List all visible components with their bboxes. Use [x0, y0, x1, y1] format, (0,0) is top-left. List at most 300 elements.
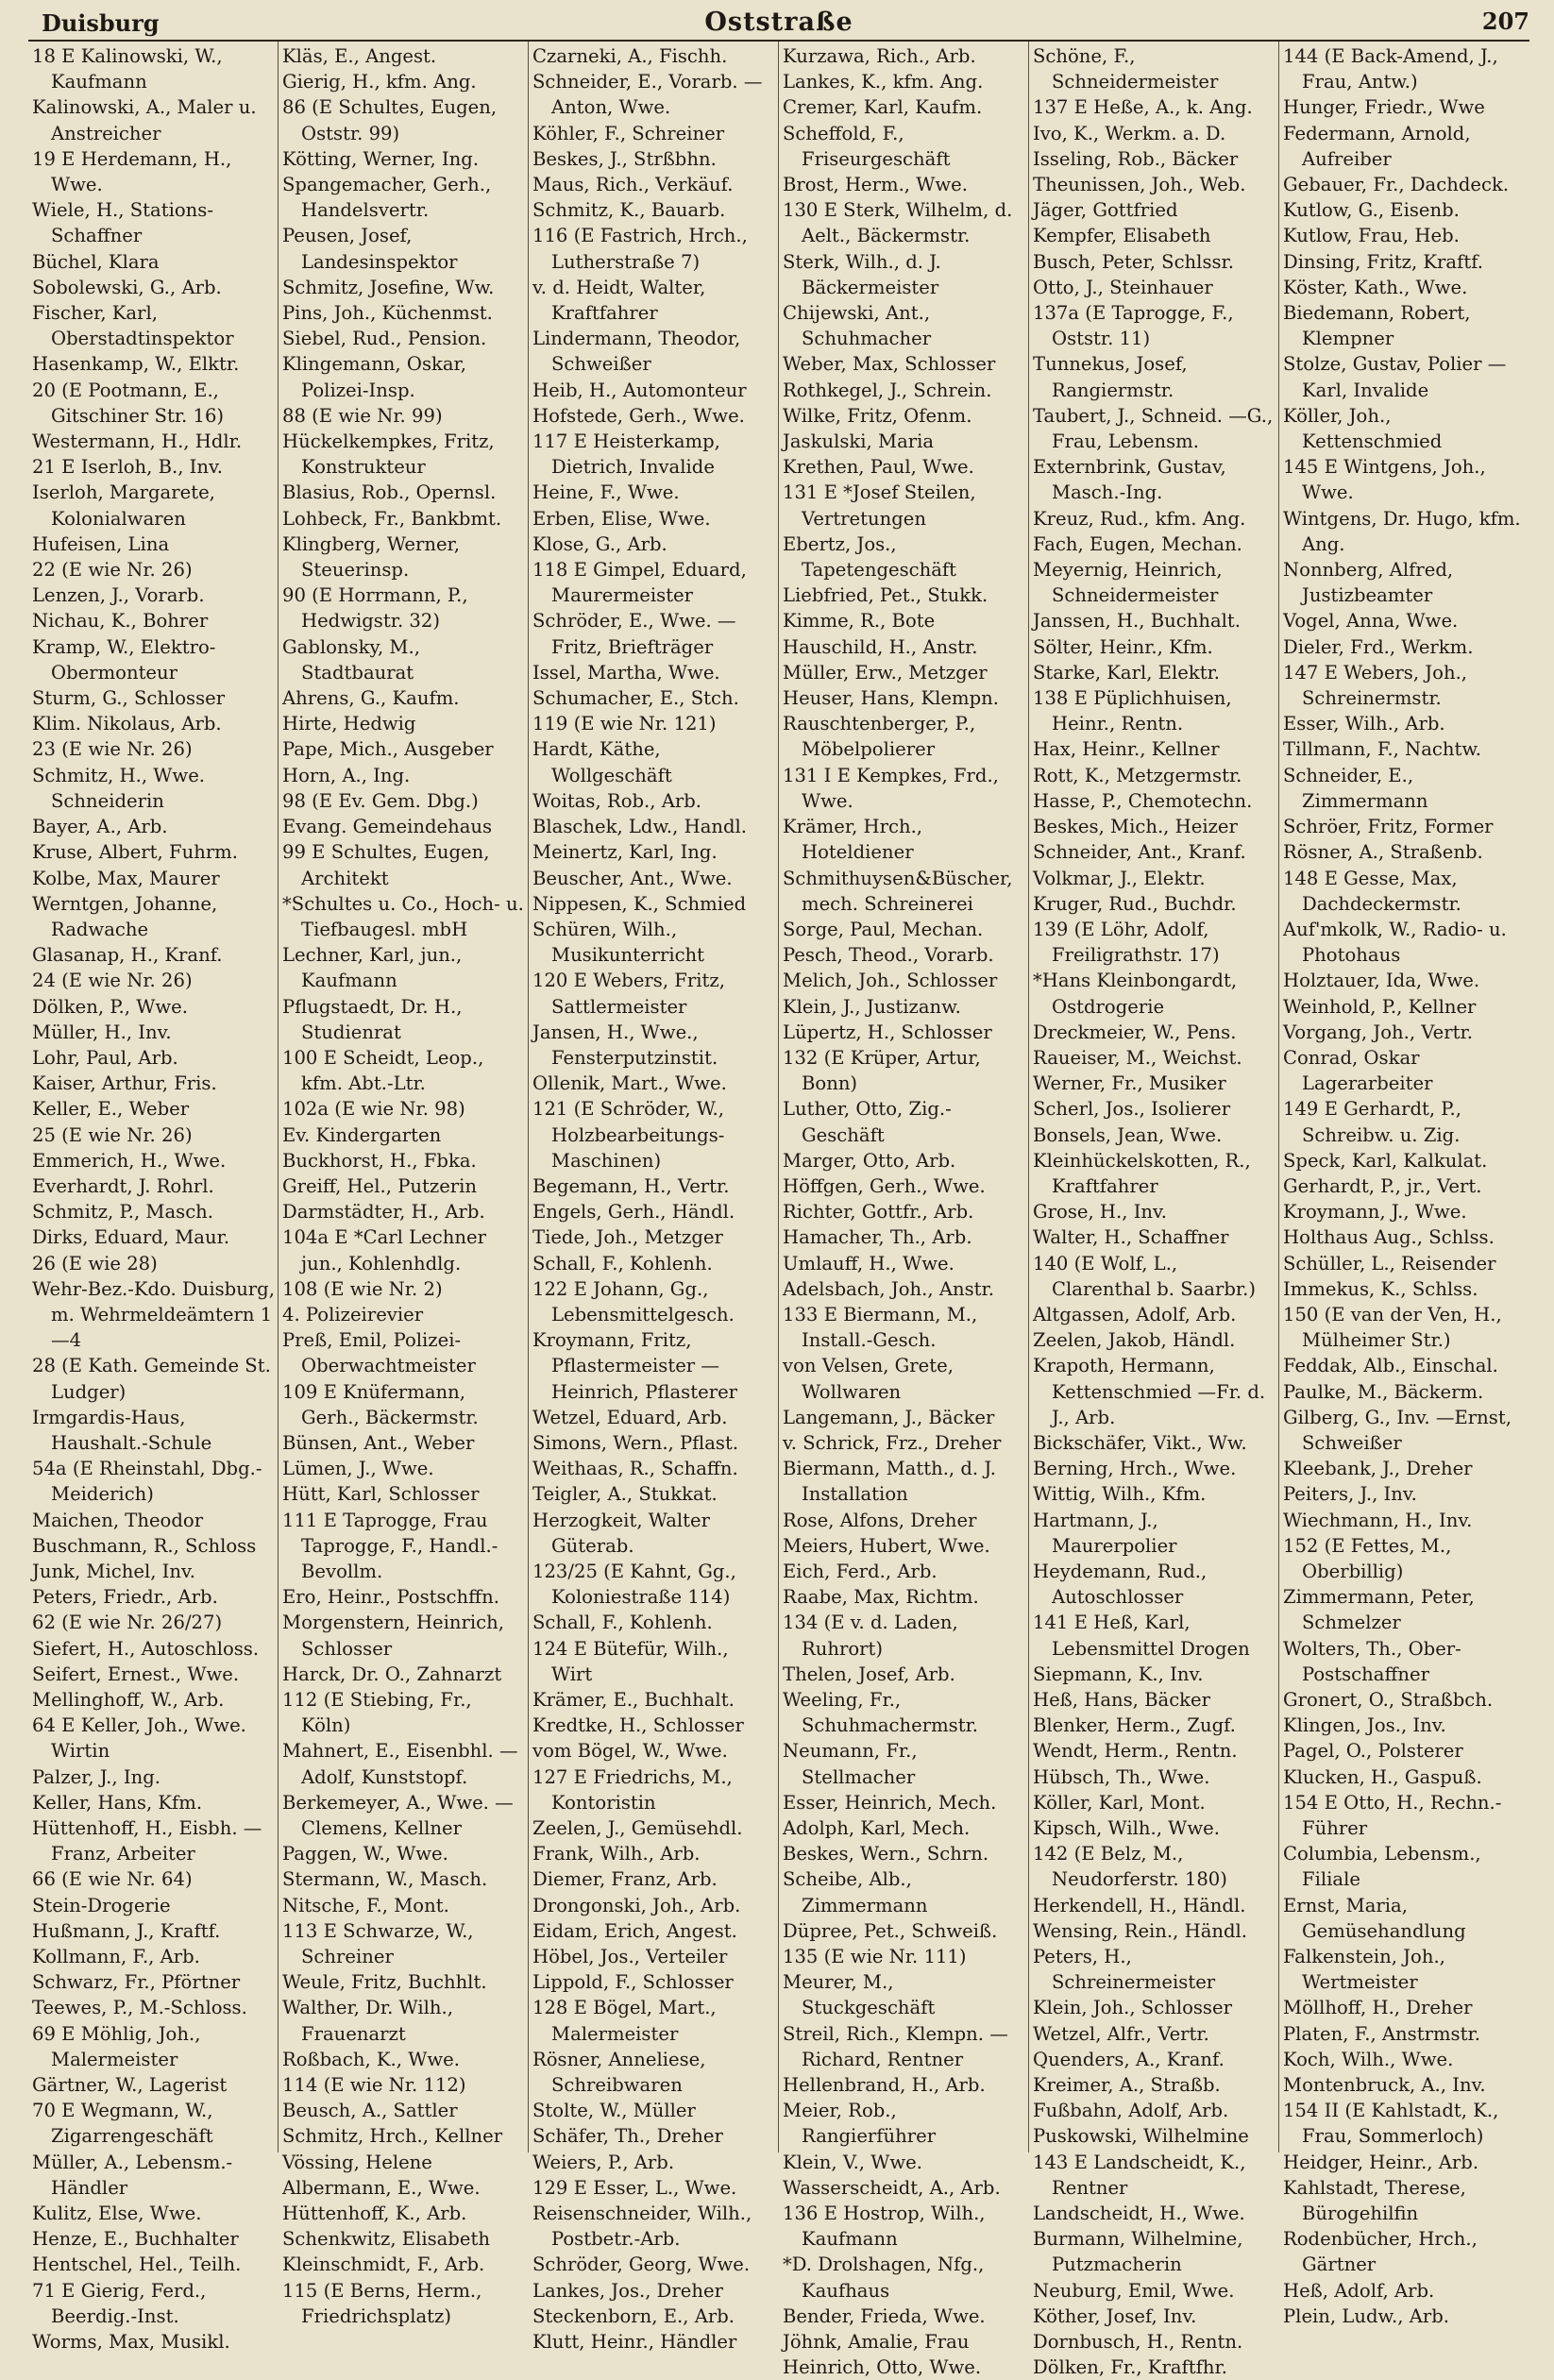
directory-entry: Lankes, K., kfm. Ang.: [783, 71, 984, 93]
directory-entry: Greiff, Hel., Putzerin: [282, 1174, 478, 1197]
directory-entry: Büchel, Klara: [32, 250, 160, 273]
directory-entry: Jansen, H., Wwe., Fensterputzinstit.: [532, 1021, 718, 1069]
directory-entry: Klein, V., Wwe.: [783, 2151, 922, 2173]
directory-entry: Volkmar, J., Elektr.: [1033, 867, 1206, 889]
directory-entry: 154 II (E Kahlstadt, K., Frau, Sommerloch): [1283, 2100, 1499, 2148]
directory-entry: 20 (E Pootmann, E., Gitschiner Str. 16): [32, 379, 225, 427]
directory-entry: Harck, Dr. O., Zahnarzt: [282, 1663, 502, 1685]
directory-entry: Maus, Rich., Verkäuf.: [532, 174, 734, 196]
directory-entry: Preß, Emil, Polizei-Oberwachtmeister: [282, 1329, 476, 1377]
directory-entry: Krämer, E., Buchhalt.: [532, 1689, 735, 1711]
directory-entry: Meier, Rob., Rangierführer: [783, 2100, 937, 2148]
directory-entry: Tiede, Joh., Metzger: [532, 1226, 723, 1249]
directory-entry: 22 (E wie Nr. 26): [32, 559, 193, 582]
directory-entry: Chijewski, Ant., Schuhmacher: [783, 302, 932, 350]
directory-entry: Wittig, Wilh., Kfm.: [1033, 1483, 1207, 1506]
column-4: [779, 42, 1029, 2379]
directory-entry: Kulitz, Else, Wwe.: [32, 2203, 202, 2225]
directory-entry: Schneider, Ant., Kranf.: [1033, 841, 1246, 864]
directory-entry: Neumann, Fr., Stellmacher: [783, 1740, 918, 1788]
directory-entry: 104a E *Carl Lechner jun., Kohlenhdlg.: [282, 1226, 486, 1274]
directory-entry: 64 E Keller, Joh., Wwe. Wirtin: [32, 1714, 246, 1763]
directory-entry: Brost, Herm., Wwe.: [783, 174, 968, 196]
directory-entry: Heydemann, Rud., Autoschlosser: [1033, 1560, 1208, 1609]
directory-entry: 135 (E wie Nr. 111): [783, 1946, 967, 1968]
directory-entry: 143 E Landscheidt, K., Rentner: [1033, 2151, 1246, 2199]
directory-entry: Marger, Otto, Arb.: [783, 1149, 956, 1172]
directory-entry: Klucken, H., Gaspuß.: [1283, 1765, 1482, 1788]
directory-entry: Buschmann, R., Schloss: [32, 1534, 257, 1557]
directory-entry: Schmithuysen&Büscher, mech. Schreinerei: [783, 867, 1013, 915]
directory-entry: Mellinghoff, W., Arb.: [32, 1689, 225, 1711]
directory-entry: Zimmermann, Peter, Schmelzer: [1283, 1586, 1475, 1634]
directory-entry: Hartmann, J., Maurerpolier: [1033, 1509, 1177, 1557]
directory-entry: 130 E Sterk, Wilhelm, d. Aelt., Bäckermstr.: [783, 199, 1013, 247]
directory-entry: Zeelen, J., Gemüsehdl.: [532, 1817, 743, 1840]
directory-entry: Heuser, Hans, Klempn.: [783, 687, 999, 710]
directory-entry: Lechner, Karl, jun., Kaufmann: [282, 944, 463, 992]
directory-entry: Sobolewski, G., Arb.: [32, 276, 222, 298]
directory-entry: Nonnberg, Alfred, Justizbeamter: [1283, 559, 1454, 607]
directory-entry: Maichen, Theodor: [32, 1509, 204, 1531]
directory-entry: 88 (E wie Nr. 99): [282, 404, 443, 427]
directory-entry: Hütt, Karl, Schlosser: [282, 1483, 480, 1506]
directory-entry: Scheibe, Alb., Zimmermann: [783, 1868, 928, 1916]
directory-entry: Teigler, A., Stukkat.: [532, 1483, 718, 1506]
directory-entry: Zeelen, Jakob, Händl.: [1033, 1329, 1236, 1352]
directory-entry: Klingberg, Werner, Steuerinsp.: [282, 532, 460, 582]
page-number: 207: [1481, 8, 1529, 35]
directory-entry: Lohr, Paul, Arb.: [32, 1046, 178, 1069]
directory-entry: Federmann, Arnold, Aufreiber: [1283, 122, 1471, 170]
directory-entry: Schüren, Wilh., Musikunterricht: [532, 918, 705, 967]
directory-entry: Stolze, Gustav, Polier —Karl, Invalide: [1283, 353, 1507, 401]
directory-entry: Kruger, Rud., Buchdr.: [1033, 892, 1237, 915]
directory-entry: 62 (E wie Nr. 26/27): [32, 1612, 223, 1634]
directory-entry: Meyernig, Heinrich, Schneidermeister: [1033, 559, 1223, 607]
directory-entry: Hasse, P., Chemotechn.: [1033, 789, 1253, 812]
directory-entry: Liebfried, Pet., Stukk.: [783, 584, 988, 607]
directory-entry: 129 E Esser, L., Wwe.: [532, 2176, 737, 2199]
directory-entry: 134 (E v. d. Laden, Ruhrort): [783, 1612, 958, 1660]
directory-entry: Schüller, L., Reisender: [1283, 1252, 1496, 1274]
directory-entry: *D. Drolshagen, Nfg., Kaufhaus: [783, 2253, 985, 2302]
directory-entry: Schneider, E., Vorarb. —Anton, Wwe.: [532, 71, 763, 119]
directory-entry: Schröer, Fritz, Former: [1283, 816, 1494, 838]
directory-entry: 144 (E Back-Amend, J., Frau, Antw.): [1283, 45, 1498, 93]
directory-entry: Wetzel, Alfr., Vertr.: [1033, 2022, 1209, 2045]
directory-entry: Köster, Kath., Wwe.: [1283, 276, 1468, 298]
directory-entry: Bickschäfer, Vikt., Ww.: [1033, 1431, 1247, 1454]
directory-entry: 138 E Püplichhuisen, Heinr., Rentn.: [1033, 687, 1232, 735]
directory-entry: Neuburg, Emil, Wwe.: [1033, 2279, 1235, 2302]
directory-entry: Otto, J., Steinhauer: [1033, 276, 1213, 298]
directory-entry: 150 (E van der Ven, H., Mülheimer Str.): [1283, 1303, 1502, 1352]
directory-entry: Hüttenhoff, K., Arb.: [282, 2203, 467, 2225]
directory-entry: 120 E Webers, Fritz, Sattlermeister: [532, 970, 725, 1018]
directory-entry: Esser, Wilh., Arb.: [1283, 713, 1445, 735]
directory-entry: Tunnekus, Josef, Rangiermstr.: [1033, 353, 1188, 401]
directory-entry: 140 (E Wolf, L., Clarenthal b. Saarbr.): [1033, 1252, 1256, 1300]
directory-entry: Grose, H., Inv.: [1033, 1201, 1168, 1224]
directory-entry: Beskes, J., Strßbhn.: [532, 147, 717, 170]
directory-entry: Kahlstadt, Therese, Bürogehilfin: [1283, 2176, 1466, 2225]
directory-entry: Immekus, K., Schlss.: [1283, 1277, 1478, 1300]
directory-entry: Bayer, A., Arb.: [32, 816, 168, 838]
directory-entry: Auf'mkolk, W., Radio- u. Photohaus: [1283, 918, 1507, 967]
directory-entry: Nitsche, F., Mont.: [282, 1894, 449, 1916]
directory-entry: Langemann, J., Bäcker: [783, 1406, 995, 1428]
directory-entry: Peters, H., Schreinermeister: [1033, 1946, 1216, 1994]
directory-entry: Adolph, Karl, Mech.: [783, 1817, 971, 1840]
directory-entry: Schröder, E., Wwe. —Fritz, Briefträger: [532, 610, 736, 658]
directory-entry: Schröder, Georg, Wwe.: [532, 2253, 751, 2276]
directory-entry: Albermann, E., Wwe.: [282, 2176, 481, 2199]
directory-entry: Gilberg, G., Inv. —Ernst, Schweißer: [1283, 1406, 1512, 1454]
directory-entry: Hamacher, Th., Arb.: [783, 1226, 972, 1249]
directory-entry: Stermann, W., Masch.: [282, 1868, 488, 1891]
directory-entry: 137 E Heße, A., k. Ang.: [1033, 96, 1253, 119]
directory-entry: Columbia, Lebensm., Filiale: [1283, 1843, 1481, 1891]
directory-entry: Hübsch, Th., Wwe.: [1033, 1765, 1210, 1788]
directory-entry: Köther, Josef, Inv.: [1033, 2304, 1197, 2327]
directory-entry: Möllhoff, H., Dreher: [1283, 1997, 1473, 2019]
directory-entry: Peusen, Josef, Landesinspektor: [282, 225, 458, 273]
directory-entry: 154 E Otto, H., Rechn.-Führer: [1283, 1791, 1502, 1840]
directory-entry: 54a (E Rheinstahl, Dbg.-Meiderich): [32, 1458, 262, 1506]
directory-entry: Jöhnk, Amalie, Frau: [783, 2331, 970, 2354]
directory-entry: Hentschel, Hel., Teilh.: [32, 2253, 242, 2276]
directory-entry: Raueiser, M., Weichst.: [1033, 1046, 1242, 1069]
directory-entry: Schmitz, H., Wwe. Schneiderin: [32, 764, 206, 812]
directory-entry: Sorge, Paul, Mechan.: [783, 918, 984, 940]
directory-entry: Heß, Hans, Bäcker: [1033, 1689, 1211, 1711]
directory-entry: Klose, G., Arb.: [532, 532, 667, 555]
directory-entry: Pape, Mich., Ausgeber: [282, 738, 494, 761]
directory-entry: 119 (E wie Nr. 121): [532, 713, 717, 735]
directory-entry: 127 E Friedrichs, M., Kontoristin: [532, 1765, 733, 1814]
directory-entry: Gronert, O., Straßbch.: [1283, 1689, 1494, 1711]
directory-entry: Wintgens, Dr. Hugo, kfm. Ang.: [1283, 507, 1521, 555]
directory-entry: Klein, J., Justizanw.: [783, 995, 961, 1018]
directory-entry: Roßbach, K., Wwe.: [282, 2048, 460, 2070]
directory-entry: Jaskulski, Maria: [783, 430, 935, 453]
directory-entry: Höffgen, Gerh., Wwe.: [783, 1174, 986, 1197]
directory-entry: Morgenstern, Heinrich, Schlosser: [282, 1612, 504, 1660]
directory-entry: 131 I E Kempkes, Frd., Wwe.: [783, 764, 999, 812]
directory-entry: 128 E Bögel, Mart., Malermeister: [532, 1997, 717, 2045]
directory-entry: Rösner, A., Straßenb.: [1283, 841, 1483, 864]
directory-entry: Krapoth, Hermann, Kettenschmied —Fr. d. J., Arb.: [1033, 1355, 1266, 1428]
directory-entry: Ebertz, Jos., Tapetengeschäft: [783, 532, 957, 582]
directory-entry: Kleinhückelskotten, R., Kraftfahrer: [1033, 1149, 1251, 1197]
directory-entry: 117 E Heisterkamp, Dietrich, Invalide: [532, 430, 720, 479]
directory-entry: vom Bögel, W., Wwe.: [532, 1740, 728, 1763]
directory-entry: v. Schrick, Frz., Dreher: [783, 1431, 1002, 1454]
directory-entry: Rott, K., Metzgermstr.: [1033, 764, 1242, 786]
directory-entry: Dölken, P., Wwe.: [32, 995, 188, 1018]
directory-entry: Reisenschneider, Wilh., Postbetr.-Arb.: [532, 2203, 752, 2251]
directory-entry: Krethen, Paul, Wwe.: [783, 456, 974, 479]
directory-entry: Lohbeck, Fr., Bankbmt.: [282, 507, 502, 530]
directory-entry: Siefert, H., Autoschloss.: [32, 1637, 260, 1660]
directory-entry: Bünsen, Ant., Weber: [282, 1431, 475, 1454]
directory-entry: Beusch, A., Sattler: [282, 2100, 458, 2122]
directory-entry: Externbrink, Gustav, Masch.-Ing.: [1033, 456, 1226, 504]
directory-entry: Hufeisen, Lina: [32, 532, 170, 555]
directory-entry: Schall, F., Kohlenh.: [532, 1252, 713, 1274]
directory-entry: Falkenstein, Joh., Wertmeister: [1283, 1946, 1445, 1994]
directory-entry: 136 E Hostrop, Wilh., Kaufmann: [783, 2203, 986, 2251]
directory-entry: Tillmann, F., Nachtw.: [1283, 738, 1482, 761]
directory-entry: Kläs, E., Angest.: [282, 45, 437, 67]
directory-entry: Biedemann, Robert, Klempner: [1283, 302, 1471, 350]
directory-entry: Kutlow, G., Eisenb.: [1283, 199, 1460, 222]
directory-entry: 149 E Gerhardt, P., Schreibw. u. Zig.: [1283, 1098, 1461, 1146]
directory-entry: Gebauer, Fr., Dachdeck.: [1283, 174, 1510, 196]
directory-entry: Hellenbrand, H., Arb.: [783, 2074, 986, 2097]
directory-entry: Peiters, J., Inv.: [1283, 1483, 1417, 1506]
directory-entry: Meiers, Hubert, Wwe.: [783, 1534, 990, 1557]
directory-entry: Kleebank, J., Dreher: [1283, 1458, 1473, 1480]
directory-entry: 102a (E wie Nr. 98): [282, 1098, 465, 1121]
directory-entry: Blenker, Herm., Zugf.: [1033, 1714, 1236, 1737]
directory-entry: Nippesen, K., Schmied: [532, 892, 747, 915]
directory-entry: Eidam, Erich, Angest.: [532, 1919, 737, 1942]
directory-entry: Holthaus Aug., Schlss.: [1283, 1226, 1495, 1249]
city-name: Duisburg: [42, 9, 160, 37]
street-title: Oststraße: [704, 8, 853, 37]
directory-entry: Siebel, Rud., Pension.: [282, 328, 487, 350]
directory-entry: Kalinowski, A., Maler u. Anstreicher: [32, 96, 257, 144]
directory-entry: Schumacher, E., Stch.: [532, 687, 739, 710]
directory-entry: Eich, Ferd., Arb.: [783, 1560, 937, 1582]
directory-entry: Rauschtenberger, P., Möbelpolierer: [783, 713, 976, 761]
directory-entry: Kroymann, J., Wwe.: [1283, 1201, 1467, 1224]
directory-entry: Klingemann, Oskar, Polizei-Insp.: [282, 353, 466, 401]
directory-entry: 21 E Iserloh, B., Inv.: [32, 456, 224, 479]
directory-entry: 24 (E wie Nr. 26): [32, 970, 193, 992]
directory-entry: Kreimer, A., Straßb.: [1033, 2074, 1221, 2097]
column-3: [529, 42, 779, 2354]
directory-entry: Janssen, H., Buchhalt.: [1033, 610, 1241, 633]
directory-entry: Heß, Adolf, Arb.: [1283, 2279, 1435, 2302]
directory-entry: Glasanap, H., Kranf.: [32, 944, 223, 967]
directory-entry: 141 E Heß, Karl, Lebensmittel Drogen: [1033, 1612, 1250, 1660]
directory-entry: 121 (E Schröder, W., Holzbearbeitungs-Maschinen): [532, 1098, 725, 1172]
directory-entry: 112 (E Stiebing, Fr., Köln): [282, 1689, 472, 1737]
directory-entry: Lüpertz, H., Schlosser: [783, 1021, 992, 1043]
directory-entry: Melich, Joh., Schlosser: [783, 970, 998, 992]
directory-entry: Köller, Joh., Kettenschmied: [1283, 404, 1443, 453]
directory-entry: Schöne, F., Schneidermeister: [1033, 45, 1219, 93]
directory-entry: Gerhardt, P., jr., Vert.: [1283, 1174, 1482, 1197]
directory-entry: Stolte, W., Müller: [532, 2100, 696, 2122]
directory-entry: Vorgang, Joh., Vertr.: [1283, 1021, 1473, 1043]
directory-entry: 142 (E Belz, M., Neudorferstr. 180): [1033, 1843, 1227, 1891]
directory-entry: *Schultes u. Co., Hoch- u. Tiefbaugesl. mbH: [282, 892, 524, 940]
directory-entry: Schneider, E., Zimmermann: [1283, 764, 1428, 812]
directory-entry: Teewes, P., M.-Schloss.: [32, 1997, 247, 2019]
directory-entry: Weiers, P., Arb.: [532, 2151, 675, 2173]
directory-entry: Beskes, Wern., Schrn.: [783, 1843, 989, 1865]
directory-entry: Platen, F., Anstrmstr.: [1283, 2022, 1480, 2045]
directory-entry: Bonsels, Jean, Wwe.: [1033, 1123, 1223, 1146]
directory-entry: Puskowski, Wilhelmine: [1033, 2125, 1249, 2148]
directory-entry: Rose, Alfons, Dreher: [783, 1509, 977, 1531]
directory-entry: Rösner, Anneliese, Schreibwaren: [532, 2048, 706, 2097]
directory-entry: Speck, Karl, Kalkulat.: [1283, 1149, 1488, 1172]
directory-entry: Starke, Karl, Elektr.: [1033, 661, 1221, 684]
directory-entry: Klutt, Heinr., Händler: [532, 2331, 737, 2354]
directory-entry: Ollenik, Mart., Wwe.: [532, 1072, 727, 1095]
directory-entry: Frank, Wilh., Arb.: [532, 1843, 701, 1865]
directory-entry: Diemer, Franz, Arb.: [532, 1868, 718, 1891]
directory-entry: Kötting, Werner, Ing.: [282, 147, 480, 170]
directory-entry: 124 E Bütefür, Wilh., Wirt: [532, 1637, 729, 1685]
directory-entry: Schäfer, Th., Dreher: [532, 2125, 723, 2148]
directory-entry: Raabe, Max, Richtm.: [783, 1586, 979, 1609]
directory-entry: Herkendell, H., Händl.: [1033, 1894, 1246, 1916]
directory-entry: Weeling, Fr., Schuhmachermstr.: [783, 1689, 979, 1737]
directory-entry: Kurzawa, Rich., Arb.: [783, 45, 976, 67]
directory-entry: Müller, Erw., Metzger: [783, 661, 988, 684]
directory-entry: Schwarz, Fr., Pförtner: [32, 1971, 241, 1994]
directory-entry: Walther, Dr. Wilh., Frauenarzt: [282, 1997, 453, 2045]
directory-entry: Heine, F., Wwe.: [532, 481, 680, 504]
directory-columns: [28, 42, 1529, 2379]
directory-entry: Rodenbücher, Hrch., Gärtner: [1283, 2228, 1478, 2276]
directory-entry: 90 (E Horrmann, P., Hedwigstr. 32): [282, 584, 468, 633]
directory-entry: Hauschild, H., Anstr.: [783, 635, 978, 658]
directory-entry: Seifert, Ernest., Wwe.: [32, 1663, 240, 1685]
directory-entry: Ahrens, G., Kaufm.: [282, 687, 460, 710]
directory-entry: Kredtke, H., Schlosser: [532, 1714, 744, 1737]
directory-entry: Hunger, Friedr., Wwe: [1283, 96, 1485, 119]
directory-entry: 26 (E wie 28): [32, 1252, 158, 1274]
directory-entry: Dirks, Eduard, Maur.: [32, 1226, 230, 1249]
directory-entry: Quenders, A., Kranf.: [1033, 2048, 1225, 2070]
directory-entry: Kreuz, Rud., kfm. Ang.: [1033, 507, 1246, 530]
directory-entry: Palzer, J., Ing.: [32, 1765, 160, 1788]
directory-entry: Worms, Max, Musikl.: [32, 2331, 230, 2354]
directory-entry: Klein, Joh., Schlosser: [1033, 1997, 1232, 2019]
directory-entry: Isseling, Rob., Bäcker: [1033, 147, 1239, 170]
directory-entry: Heidger, Heinr., Arb.: [1283, 2151, 1479, 2173]
directory-entry: Wehr-Bez.-Kdo. Duisburg, m. Wehrmeldeämtern 1—4: [32, 1277, 275, 1352]
directory-entry: Wilke, Fritz, Ofenm.: [783, 404, 972, 427]
directory-entry: Paggen, W., Wwe.: [282, 1843, 448, 1865]
directory-entry: Streil, Rich., Klempn. —Richard, Rentner: [783, 2022, 1008, 2070]
directory-entry: 66 (E wie Nr. 64): [32, 1868, 193, 1891]
directory-entry: Conrad, Oskar Lagerarbeiter: [1283, 1046, 1433, 1095]
directory-entry: Kimme, R., Bote: [783, 610, 936, 633]
directory-entry: Begemann, H., Vertr.: [532, 1174, 730, 1197]
directory-entry: Kollmann, F., Arb.: [32, 1946, 200, 1968]
directory-entry: Nichau, K., Bohrer: [32, 610, 209, 633]
directory-entry: *Hans Kleinbongardt, Ostdrogerie: [1033, 970, 1238, 1018]
directory-entry: Weule, Fritz, Buchhlt.: [282, 1971, 487, 1994]
directory-entry: Schall, F., Kohlenh.: [532, 1612, 713, 1634]
directory-entry: Kleinschmidt, F., Arb.: [282, 2253, 485, 2276]
directory-entry: Beskes, Mich., Heizer: [1033, 816, 1238, 838]
directory-entry: Lankes, Jos., Dreher: [532, 2279, 723, 2302]
directory-entry: Luther, Otto, Zig.-Geschäft: [783, 1098, 952, 1146]
directory-entry: Weinhold, P., Kellner: [1283, 995, 1477, 1018]
directory-entry: Evang. Gemeindehaus: [282, 816, 493, 838]
directory-entry: 115 (E Berns, Herm., Friedrichsplatz): [282, 2279, 482, 2327]
directory-entry: 152 (E Fettes, M., Oberbillig): [1283, 1534, 1452, 1582]
column-2: [279, 42, 529, 2327]
directory-entry: Hofstede, Gerh., Wwe.: [532, 404, 745, 427]
directory-entry: Kruse, Albert, Fuhrm.: [32, 841, 238, 864]
directory-entry: Landscheidt, H., Wwe.: [1033, 2203, 1245, 2225]
directory-entry: Lenzen, J., Vorarb.: [32, 584, 205, 607]
directory-entry: Klim. Nikolaus, Arb.: [32, 713, 222, 735]
directory-entry: Berkemeyer, A., Wwe. —Clemens, Kellner: [282, 1791, 514, 1840]
directory-entry: Lippold, F., Schlosser: [532, 1971, 734, 1994]
directory-entry: Ero, Heinr., Postschffn.: [282, 1586, 499, 1609]
directory-entry: Köhler, F., Schreiner: [532, 122, 725, 144]
directory-entry: 116 (E Fastrich, Hrch., Lutherstraße 7): [532, 225, 748, 273]
directory-entry: Wetzel, Eduard, Arb.: [532, 1406, 728, 1428]
directory-entry: 111 E Taprogge, Frau Taprogge, F., Handl.-Bevollm.: [282, 1509, 498, 1582]
directory-entry: Buckhorst, H., Fbka.: [282, 1149, 477, 1172]
directory-entry: Peters, Friedr., Arb.: [32, 1586, 218, 1609]
directory-entry: Czarneki, A., Fischh.: [532, 45, 728, 67]
directory-entry: Pins, Joh., Küchenmst.: [282, 302, 493, 325]
directory-entry: Simons, Wern., Pflast.: [532, 1431, 739, 1454]
directory-entry: Vogel, Anna, Wwe.: [1283, 610, 1459, 633]
directory-entry: 122 E Johann, Gg., Lebensmittelgesch.: [532, 1277, 735, 1325]
directory-entry: Schmitz, Josefine, Ww.: [282, 276, 495, 298]
directory-entry: Fischer, Karl, Oberstadtinspektor: [32, 302, 234, 350]
directory-entry: Rothkegel, J., Schrein.: [783, 379, 992, 401]
directory-entry: Höbel, Jos., Verteiler: [532, 1946, 728, 1968]
directory-entry: von Velsen, Grete, Wollwaren: [783, 1355, 954, 1403]
directory-entry: Heinrich, Otto, Wwe.: [783, 2356, 982, 2379]
directory-entry: 132 (E Krüper, Artur, Bonn): [783, 1046, 981, 1095]
directory-entry: Sterk, Wilh., d. J. Bäckermeister: [783, 250, 941, 298]
directory-entry: Steckenborn, E., Arb.: [532, 2304, 735, 2327]
directory-entry: Wendt, Herm., Rentn.: [1033, 1740, 1238, 1763]
directory-entry: Spangemacher, Gerh., Handelsvertr.: [282, 174, 492, 222]
directory-entry: Taubert, J., Schneid. —G., Frau, Lebensm.: [1033, 404, 1274, 453]
directory-entry: Gierig, H., kfm. Ang.: [282, 71, 477, 93]
column-6: [1279, 42, 1529, 2327]
directory-entry: Kipsch, Wilh., Wwe.: [1033, 1817, 1220, 1840]
directory-entry: Esser, Heinrich, Mech.: [783, 1791, 997, 1814]
directory-entry: Woitas, Rob., Arb.: [532, 789, 702, 812]
directory-entry: Weithaas, R., Schaffn.: [532, 1458, 738, 1480]
directory-entry: Gärtner, W., Lagerist: [32, 2074, 228, 2097]
directory-entry: Pagel, O., Polsterer: [1283, 1740, 1463, 1763]
directory-entry: Wiele, H., Stations-Schaffner: [32, 199, 213, 247]
directory-entry: Lindermann, Theodor, Schweißer: [532, 328, 741, 376]
directory-entry: Adelsbach, Joh., Anstr.: [783, 1277, 994, 1300]
directory-entry: Lümen, J., Wwe.: [282, 1458, 434, 1480]
directory-entry: Jäger, Gottfried: [1033, 199, 1178, 222]
directory-entry: Ivo, K., Werkm. a. D.: [1033, 122, 1226, 144]
directory-entry: Heib, H., Automonteur: [532, 379, 747, 401]
directory-entry: Werntgen, Johanne, Radwache: [32, 892, 218, 940]
directory-entry: 123/25 (E Kahnt, Gg., Koloniestraße 114): [532, 1560, 736, 1609]
directory-entry: Erben, Elise, Wwe.: [532, 507, 711, 530]
directory-entry: Hardt, Käthe, Wollgeschäft: [532, 738, 672, 786]
directory-entry: 148 E Gesse, Max, Dachdeckermstr.: [1283, 867, 1461, 915]
directory-entry: Scheffold, F., Friseurgeschäft: [783, 122, 951, 170]
directory-entry: Weber, Max, Schlosser: [783, 353, 996, 376]
